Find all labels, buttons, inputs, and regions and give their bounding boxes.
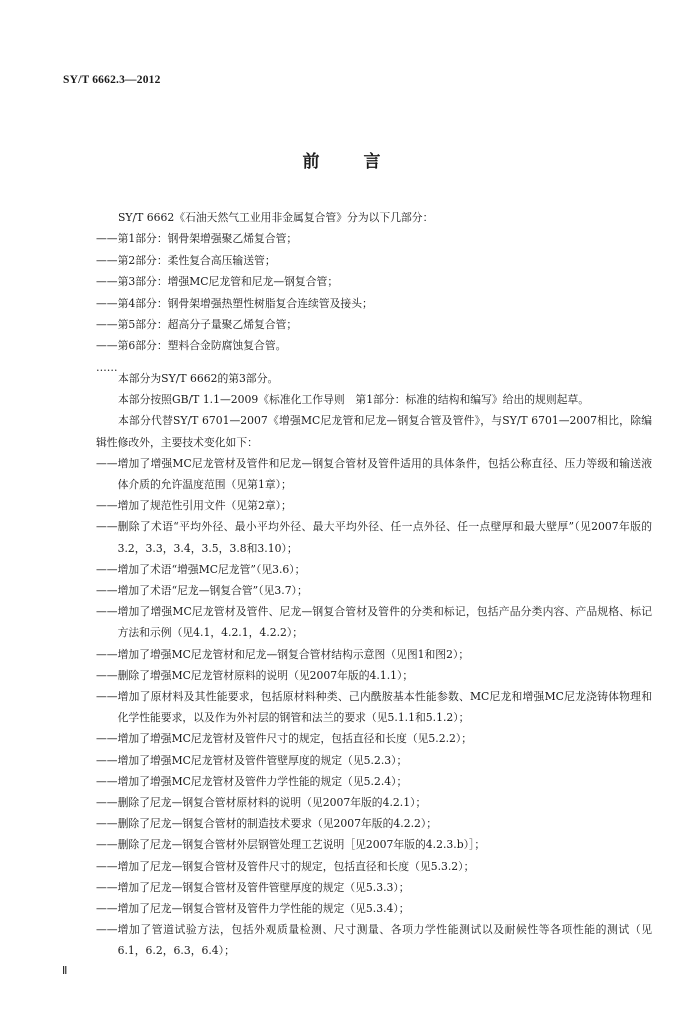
page-number: Ⅱ xyxy=(62,965,68,977)
change-item xyxy=(96,453,652,495)
technical-changes-list xyxy=(96,453,652,962)
change-text: 增加了增强MC尼龙管材及管件和尼龙—钢复合管材及管件适用的具体条件，包括公称直径、压力等级和输送液体介质的允许温度范围（见第1章）； xyxy=(117,456,652,492)
part-ellipsis: …… xyxy=(96,360,118,374)
list-dash: —— xyxy=(96,732,118,746)
list-dash: —— xyxy=(96,902,118,916)
change-text: 增加了增强MC尼龙管材和尼龙—钢复合管材结构示意图（见图1和图2）； xyxy=(117,647,470,661)
change-text: 增加了增强MC尼龙管材及管件管壁厚度的规定（见5.2.3）； xyxy=(117,753,408,767)
change-text: 增加了原材料及其性能要求，包括原材料种类、己内酰胺基本性能参数、MC尼龙和增强MC尼龙浇铸体物理和化学性能要求，以及作为外衬层的钢管和法兰的要求（见5.1.1和5.1.2）； xyxy=(117,690,652,725)
change-text: 删除了尼龙—钢复合管材原材料的说明（见2007年版的4.2.1）； xyxy=(117,796,427,810)
list-dash: —— xyxy=(96,923,118,937)
list-dash: —— xyxy=(96,584,118,598)
intro-block xyxy=(96,207,648,378)
list-dash: —— xyxy=(96,520,118,534)
change-item xyxy=(96,750,652,771)
change-item xyxy=(96,792,652,813)
list-dash: —— xyxy=(96,753,118,767)
change-item xyxy=(96,601,652,643)
list-dash: —— xyxy=(96,774,118,788)
change-text: 增加了增强MC尼龙管材及管件力学性能的规定（见5.2.4）； xyxy=(117,774,408,788)
change-text: 增加了术语“尼龙—钢复合管”（见3.7）； xyxy=(117,584,308,598)
list-dash: —— xyxy=(96,605,118,619)
part-item: ——第2部分：柔性复合高压输送管； xyxy=(96,253,276,267)
change-item xyxy=(96,856,652,877)
part-item: ——第5部分：超高分子量聚乙烯复合管； xyxy=(96,318,298,332)
part-item: ——第1部分：钢骨架增强聚乙烯复合管； xyxy=(96,232,298,246)
change-text: 增加了规范性引用文件（见第2章）； xyxy=(117,499,292,513)
change-item xyxy=(96,686,652,728)
list-dash: —— xyxy=(96,499,118,513)
change-text: 删除了增强MC尼龙管材原料的说明（见2007年版的4.1.1）； xyxy=(117,668,414,682)
change-item xyxy=(96,813,652,834)
list-dash: —— xyxy=(96,817,118,831)
change-text: 删除了术语“平均外径、最小平均外径、最大平均外径、任一点外径、任一点壁厚和最大壁厚”（见2007年版的3.2，3.3，3.4，3.5，3.8和3.10）； xyxy=(117,520,652,555)
paragraph: 本部分为SY/T 6662的第3部分。 xyxy=(118,372,279,385)
change-text: 增加了术语“增强MC尼龙管”（见3.6）； xyxy=(117,562,306,576)
change-text: 删除了尼龙—钢复合管材外层钢管处理工艺说明［见2007年版的4.2.3.b）］； xyxy=(117,838,486,852)
change-item xyxy=(96,728,652,749)
change-text: 增加了管道试验方法，包括外观质量检测、尺寸测量、各项力学性能测试以及耐候性等各项性能的测试（见6.1，6.2，6.3，6.4）； xyxy=(117,923,652,958)
change-text: 增加了尼龙—钢复合管材及管件管壁厚度的规定（见5.3.3）； xyxy=(117,880,410,894)
list-dash: —— xyxy=(96,796,118,810)
change-item xyxy=(96,834,652,855)
change-item xyxy=(96,644,652,665)
paragraph: 本部分按照GB/T 1.1—2009《标准化工作导则 第1部分：标准的结构和编写》给出的规则起草。 xyxy=(118,393,590,407)
change-item xyxy=(96,580,652,601)
list-dash: —— xyxy=(96,647,118,661)
list-dash: —— xyxy=(96,690,118,704)
part-item: ——第6部分：塑料合金防腐蚀复合管。 xyxy=(96,339,287,353)
part-item: ——第4部分：钢骨架增强热塑性树脂复合连续管及接头； xyxy=(96,296,373,310)
list-dash: —— xyxy=(96,456,118,470)
change-text: 删除了尼龙—钢复合管材的制造技术要求（见2007年版的4.2.2）； xyxy=(117,817,438,831)
change-item xyxy=(96,516,652,558)
list-dash: —— xyxy=(96,859,118,873)
change-item xyxy=(96,919,652,961)
change-text: 增加了尼龙—钢复合管材及管件尺寸的规定，包括直径和长度（见5.3.2）； xyxy=(117,859,475,873)
list-dash: —— xyxy=(96,668,118,682)
intro-lead: SY/T 6662《石油天然气工业用非金属复合管》分为以下几部分： xyxy=(118,211,434,224)
change-item xyxy=(96,559,652,580)
change-item xyxy=(96,665,652,686)
change-text: 增加了增强MC尼龙管材及管件、尼龙—钢复合管材及管件的分类和标记，包括产品分类内容、产品规格、标记方法和示例（见4.1，4.2.1，4.2.2）； xyxy=(117,605,652,640)
page-title: 前言 xyxy=(302,152,425,172)
paragraph: 本部分代替SY/T 6701—2007《增强MC尼龙管和尼龙—钢复合管及管件》，与SY/T 6701—2007相比，除编辑性修改外，主要技术变化如下： xyxy=(96,414,652,449)
body-block xyxy=(96,368,652,962)
change-item xyxy=(96,877,652,898)
list-dash: —— xyxy=(96,562,118,576)
change-item xyxy=(96,898,652,919)
change-item xyxy=(96,771,652,792)
list-dash: —— xyxy=(96,880,118,894)
change-text: 增加了尼龙—钢复合管材及管件力学性能的规定（见5.3.4）； xyxy=(117,902,410,916)
change-text: 增加了增强MC尼龙管材及管件尺寸的规定，包括直径和长度（见5.2.2）； xyxy=(117,732,473,746)
part-item: ——第3部分：增强MC尼龙管和尼龙—钢复合管； xyxy=(96,275,339,289)
change-item xyxy=(96,495,652,516)
list-dash: —— xyxy=(96,838,118,852)
document-code: SY/T 6662.3—2012 xyxy=(63,74,161,86)
